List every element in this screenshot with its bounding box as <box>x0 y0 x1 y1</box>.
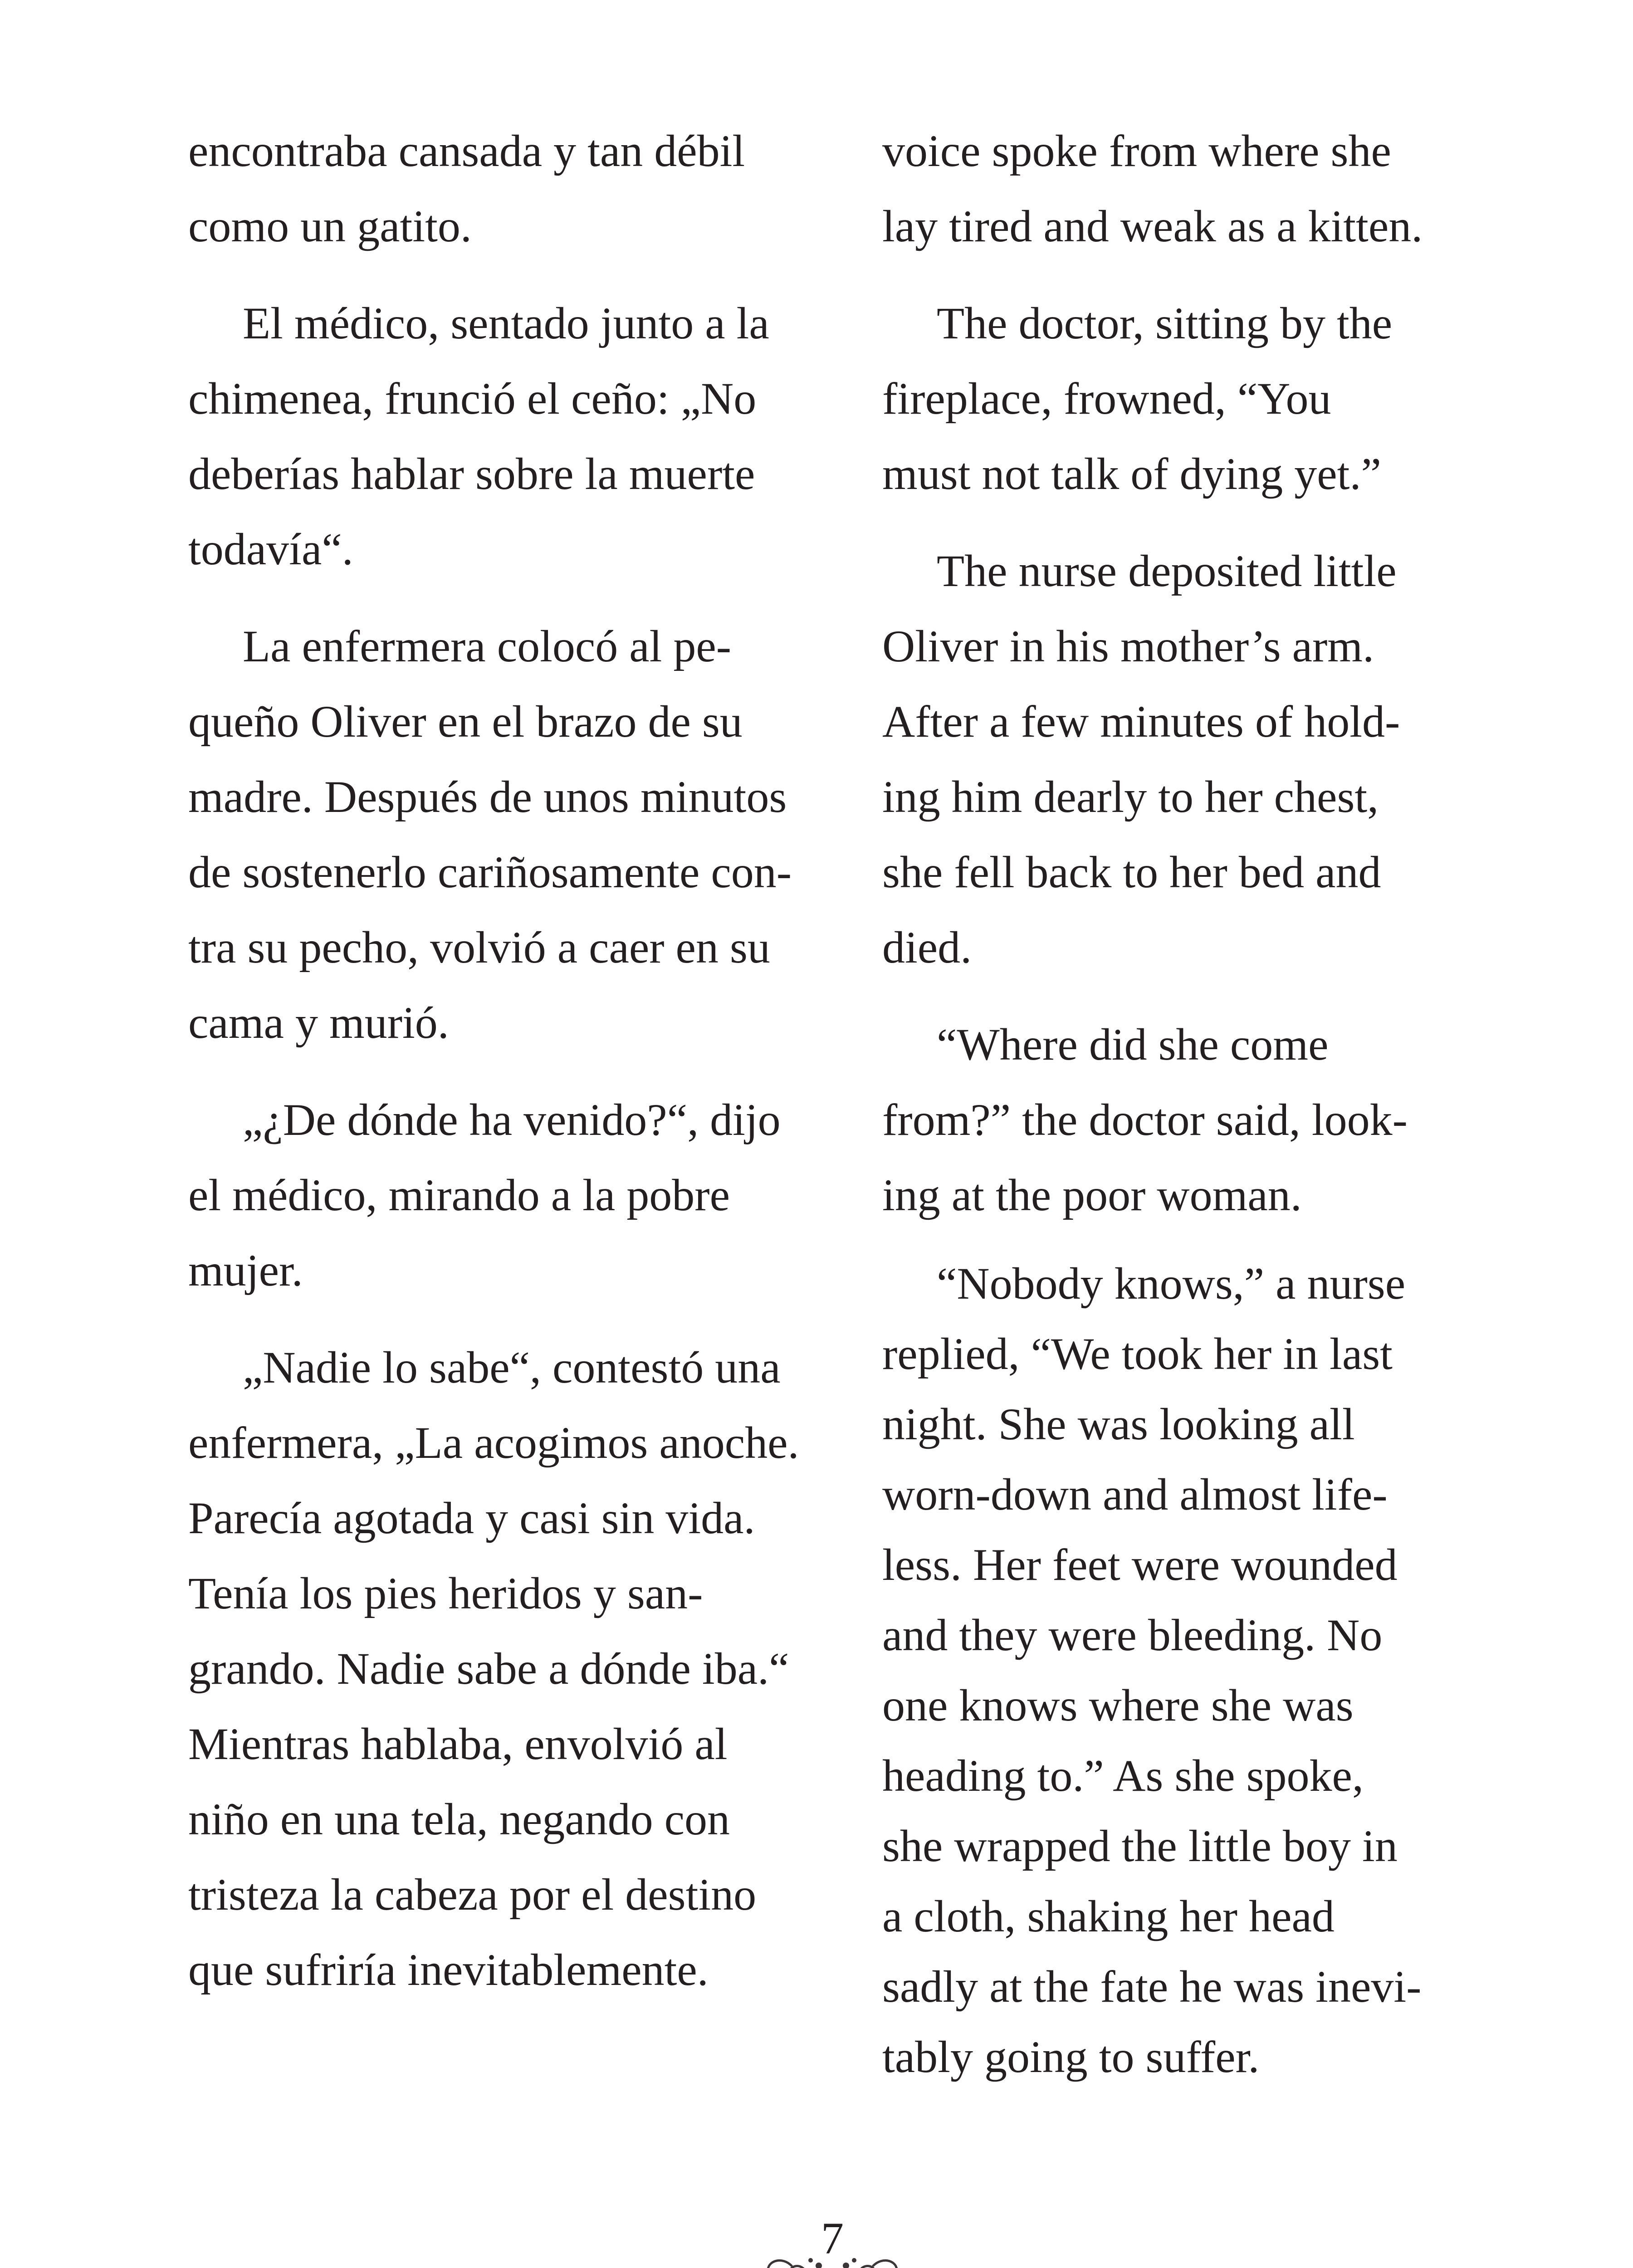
spanish-paragraph <box>188 286 869 587</box>
text-line: La enfermera colocó al pe- <box>243 621 732 671</box>
text-line: queño Oliver en el brazo de su <box>188 696 743 747</box>
text-line: voice spoke from where she <box>882 126 1391 176</box>
text-line: Oliver in his mother’s arm. <box>882 621 1374 671</box>
text-line: The nurse deposited little <box>937 546 1397 596</box>
text-line: replied, “We took her in last <box>882 1329 1393 1379</box>
text-line: el médico, mirando a la pobre <box>188 1170 730 1220</box>
english-paragraph <box>882 1007 1517 1233</box>
text-line: de sostenerlo cariñosamente con- <box>188 847 792 897</box>
text-line: from?” the doctor said, look- <box>882 1095 1408 1145</box>
spanish-paragraph <box>188 609 869 1061</box>
text-line: „Nadie lo sabe“, contestó una <box>243 1342 781 1393</box>
page-number: 7 <box>821 2213 844 2263</box>
spanish-paragraph <box>188 113 869 264</box>
text-line: „¿De dónde ha venido?“, dijo <box>243 1095 781 1145</box>
text-line: “Nobody knows,” a nurse <box>937 1258 1406 1309</box>
text-line: worn-down and almost life- <box>882 1469 1388 1520</box>
english-paragraph <box>882 1248 1517 2092</box>
text-line: madre. Después de unos minutos <box>188 772 787 822</box>
spanish-paragraph <box>188 1082 869 1308</box>
text-line: sadly at the fate he was inevi- <box>882 1961 1422 2012</box>
text-line: que sufriría inevitablemente. <box>188 1945 709 1995</box>
text-line: Parecía agotada y casi sin vida. <box>188 1493 755 1543</box>
text-line: cama y murió. <box>188 997 449 1048</box>
text-line: grando. Nadie sabe a dónde iba.“ <box>188 1643 789 1694</box>
english-paragraph <box>882 286 1517 512</box>
text-line: a cloth, shaking her head <box>882 1891 1335 1941</box>
text-line: ing at the poor woman. <box>882 1170 1302 1220</box>
text-line: chimenea, frunció el ceño: „No <box>188 373 757 424</box>
text-line: El médico, sentado junto a la <box>243 298 769 348</box>
text-line: Mientras hablaba, envolvió al <box>188 1719 728 1769</box>
text-line: and they were bleeding. No <box>882 1610 1383 1660</box>
text-line: one knows where she was <box>882 1680 1354 1730</box>
text-line: todavía“. <box>188 524 353 574</box>
text-line: encontraba cansada y tan débil <box>188 126 745 176</box>
english-paragraph <box>882 113 1517 264</box>
text-line: she fell back to her bed and <box>882 847 1381 897</box>
english-text-column <box>882 113 1517 2114</box>
page-folio <box>751 2211 914 2268</box>
spanish-paragraph <box>188 1330 869 2008</box>
text-line: mujer. <box>188 1245 303 1295</box>
text-line: enfermera, „La acogimos anoche. <box>188 1418 799 1468</box>
text-line: heading to.” As she spoke, <box>882 1750 1364 1801</box>
text-line: tably going to suffer. <box>882 2032 1260 2082</box>
text-line: como un gatito. <box>188 201 472 251</box>
text-line: less. Her feet were wounded <box>882 1540 1398 1590</box>
text-line: night. She was looking all <box>882 1399 1355 1449</box>
text-line: she wrapped the little boy in <box>882 1821 1398 1871</box>
text-line: “Where did she come <box>937 1019 1329 1070</box>
text-line: ing him dearly to her chest, <box>882 772 1379 822</box>
text-line: tristeza la cabeza por el destino <box>188 1869 757 1920</box>
text-line: must not talk of dying yet.” <box>882 449 1381 499</box>
text-line: The doctor, sitting by the <box>937 298 1393 348</box>
text-line: niño en una tela, negando con <box>188 1794 730 1844</box>
text-line: Tenía los pies heridos y san- <box>188 1568 703 1618</box>
english-paragraph <box>882 533 1517 985</box>
text-line: deberías hablar sobre la muerte <box>188 449 755 499</box>
text-line: fireplace, frowned, “You <box>882 373 1331 424</box>
text-line: died. <box>882 922 972 973</box>
spanish-text-column <box>188 113 869 2029</box>
text-line: lay tired and weak as a kitten. <box>882 201 1423 251</box>
text-line: After a few minutes of hold- <box>882 696 1400 747</box>
text-line: tra su pecho, volvió a caer en su <box>188 922 770 973</box>
